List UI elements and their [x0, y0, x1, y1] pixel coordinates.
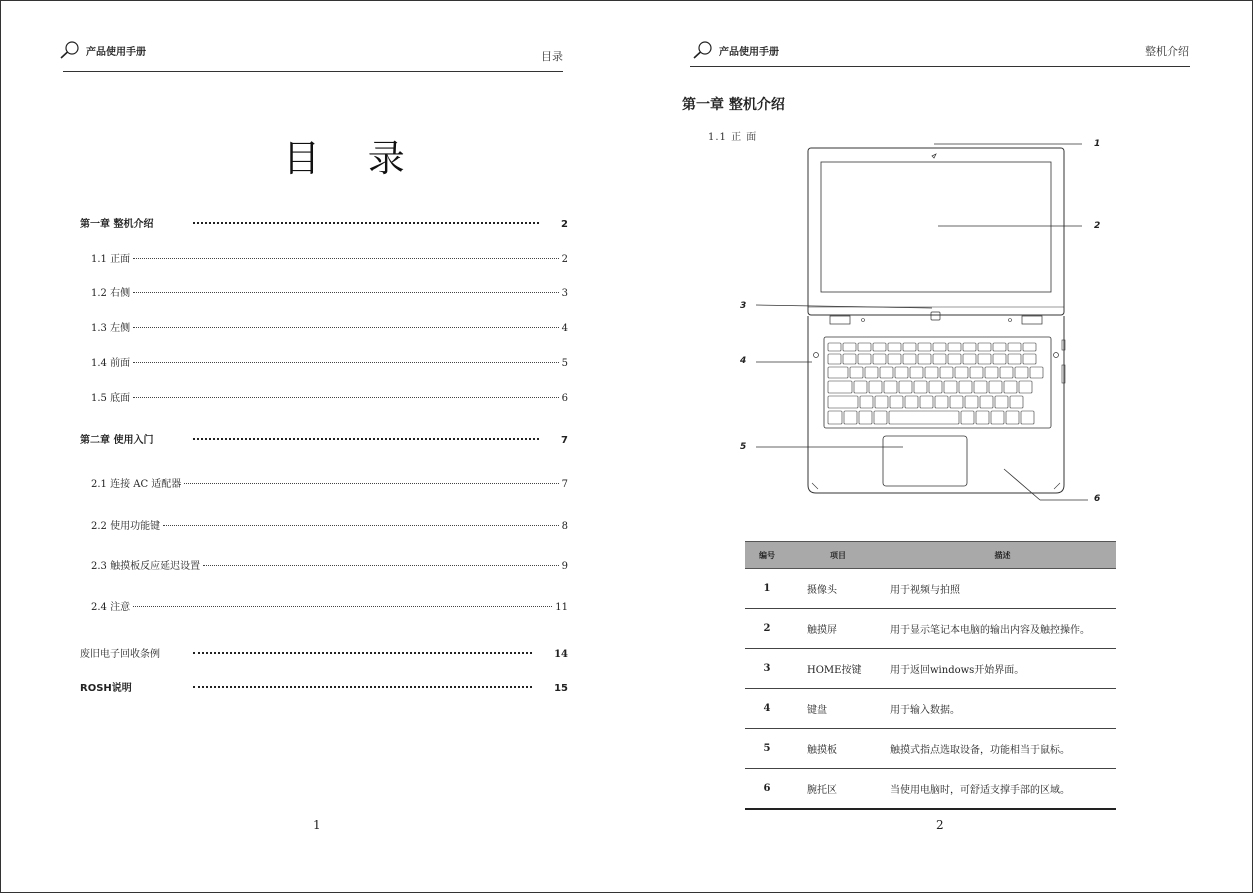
camera-icon	[932, 154, 936, 158]
keyboard-key	[963, 343, 976, 351]
keyboard-key	[978, 354, 991, 364]
toc-entry[interactable]	[91, 475, 568, 490]
header-title: 产品使用手册	[719, 46, 779, 58]
toc-leader-dots	[193, 652, 532, 654]
touchscreen-display	[821, 162, 1051, 292]
cell-description: 用于显示笔记本电脑的输出内容及触控操作。	[888, 609, 1116, 649]
magnifier-icon	[60, 41, 80, 59]
toc-entry[interactable]	[91, 598, 568, 613]
toc-entry-label: ROSH说明	[80, 683, 132, 694]
callout-6: 6	[1094, 494, 1101, 504]
keyboard-key	[929, 381, 942, 393]
toc-leader-dots	[184, 483, 558, 484]
toc-entry-page: 15	[554, 683, 568, 694]
keyboard-key	[1015, 367, 1028, 378]
keyboard-key	[1019, 381, 1032, 393]
toc-entry[interactable]	[91, 517, 568, 532]
cell-item: 摄像头	[789, 569, 888, 609]
keyboard-key	[860, 396, 873, 408]
cell-description: 用于返回windows开始界面。	[888, 649, 1116, 689]
cell-item: 触摸屏	[789, 609, 888, 649]
keyboard-key	[910, 367, 923, 378]
cell-item: 腕托区	[789, 769, 888, 810]
keyboard-key	[1004, 381, 1017, 393]
callout-1: 1	[1094, 139, 1101, 149]
keyboard-key	[914, 381, 927, 393]
cell-item: 键盘	[789, 689, 888, 729]
toc-leader-dots	[133, 397, 559, 398]
page-number: 1	[313, 818, 321, 832]
home-button-icon	[931, 312, 940, 320]
laptop-lid	[808, 148, 1064, 315]
callout-3: 3	[740, 301, 747, 311]
toc-entry-label: 2.1 连接 AC 适配器	[91, 479, 182, 490]
keyboard-key	[828, 396, 858, 408]
page-number: 2	[936, 818, 944, 832]
toc-entry-label: 第二章 使用入门	[80, 435, 154, 446]
keyboard-key	[948, 343, 961, 351]
cell-number: 3	[745, 649, 789, 689]
table-row	[745, 769, 1116, 810]
toc-leader-dots	[203, 565, 559, 566]
toc-leader-dots	[193, 686, 532, 688]
keyboard-key	[865, 367, 878, 378]
keyboard-key	[925, 367, 938, 378]
toc-entry-label: 1.3 左侧	[91, 323, 131, 334]
table-header-row	[745, 542, 1116, 569]
toc-entry-page: 7	[561, 435, 568, 446]
callout-2: 2	[1094, 221, 1101, 231]
table-row	[745, 729, 1116, 769]
laptop-base	[808, 316, 1064, 493]
keyboard-key	[935, 396, 948, 408]
toc-leader-dots	[163, 525, 559, 526]
keyboard-key	[950, 396, 963, 408]
keyboard-key	[843, 343, 856, 351]
header-title: 产品使用手册	[86, 46, 146, 58]
keyboard-key	[1008, 354, 1021, 364]
cell-number: 1	[745, 569, 789, 609]
cell-number: 5	[745, 729, 789, 769]
header-section-name: 整机介绍	[1145, 45, 1189, 58]
keyboard-key	[858, 343, 871, 351]
keyboard-key	[858, 354, 871, 364]
keyboard-key	[963, 354, 976, 364]
toc-entry-label: 废旧电子回收条例	[80, 649, 160, 660]
header-section-name: 目录	[541, 50, 563, 63]
keyboard-key	[888, 354, 901, 364]
cell-description: 用于视频与拍照	[888, 569, 1116, 609]
keyboard-key	[965, 396, 978, 408]
toc-leader-dots	[193, 438, 539, 440]
header-description: 描述	[888, 542, 1116, 569]
toc-entry-label: 1.2 右侧	[91, 288, 131, 299]
keyboard-key	[920, 396, 933, 408]
keyboard-key	[976, 411, 989, 424]
section-label: 1.1 正 面	[708, 132, 758, 143]
keyboard-key	[978, 343, 991, 351]
cell-number: 6	[745, 769, 789, 810]
keyboard-key	[944, 381, 957, 393]
toc-entry-page: 4	[561, 323, 568, 334]
toc-entry[interactable]	[91, 557, 568, 572]
table-row	[745, 649, 1116, 689]
keyboard-key	[991, 411, 1004, 424]
keyboard-key	[880, 367, 893, 378]
toc-entry-label: 第一章 整机介绍	[80, 219, 154, 230]
toc-entry[interactable]	[91, 389, 568, 404]
keyboard-key	[955, 367, 968, 378]
header-number: 编号	[745, 542, 789, 569]
toc-entry-page: 14	[554, 649, 568, 660]
toc-entry[interactable]	[91, 250, 568, 265]
toc-entry-page: 9	[561, 561, 568, 572]
chapter-title: 第一章 整机介绍	[682, 97, 785, 113]
keyboard-key	[890, 396, 903, 408]
toc-entry-label: 2.4 注意	[91, 602, 131, 613]
toc-entry-page: 11	[555, 602, 568, 613]
keyboard-key	[1000, 367, 1013, 378]
toc-entry-page: 2	[561, 219, 568, 230]
toc-entry-page: 6	[561, 393, 568, 404]
keyboard-key	[828, 411, 842, 424]
keyboard-key	[844, 411, 857, 424]
header-rule	[63, 71, 563, 72]
table-row	[745, 689, 1116, 729]
left-page	[0, 0, 626, 893]
keyboard-key	[1021, 411, 1034, 424]
toc-entry-label: 1.4 前面	[91, 358, 131, 369]
toc-entry[interactable]	[80, 645, 568, 660]
component-table	[745, 541, 1116, 810]
toc-leader-dots	[133, 258, 559, 259]
toc-leader-dots	[133, 606, 552, 607]
right-page	[626, 0, 1253, 893]
keyboard-key	[874, 411, 887, 424]
keyboard-key	[828, 354, 841, 364]
toc-entry-page: 5	[561, 358, 568, 369]
keyboard-key	[1006, 411, 1019, 424]
keyboard-key	[843, 354, 856, 364]
keyboard-key	[873, 354, 886, 364]
cell-description: 当使用电脑时，可舒适支撑手部的区域。	[888, 769, 1116, 810]
toc-entry[interactable]	[91, 354, 568, 369]
keyboard-key	[970, 367, 983, 378]
toc-leader-dots	[133, 362, 559, 363]
toc-entry-page: 3	[561, 288, 568, 299]
keyboard-key	[905, 396, 918, 408]
toc-entry-page: 8	[561, 521, 568, 532]
cell-number: 2	[745, 609, 789, 649]
keyboard-key	[895, 367, 908, 378]
toc-leader-dots	[133, 327, 559, 328]
table-row	[745, 569, 1116, 609]
laptop-illustration	[626, 0, 1253, 520]
keyboard-key	[1023, 354, 1036, 364]
toc-entry-label: 1.5 底面	[91, 393, 131, 404]
toc-entry[interactable]	[91, 284, 568, 299]
toc-entry-label: 2.2 使用功能键	[91, 521, 161, 532]
keyboard-key	[850, 367, 863, 378]
keyboard-key	[875, 396, 888, 408]
touchpad	[883, 436, 967, 486]
cell-description: 用于输入数据。	[888, 689, 1116, 729]
keyboard-key	[948, 354, 961, 364]
toc-entry-page: 2	[561, 254, 568, 265]
keyboard-key	[869, 381, 882, 393]
keyboard-key	[1010, 396, 1023, 408]
keyboard-key	[959, 381, 972, 393]
callout-4: 4	[740, 356, 747, 366]
header-logo	[60, 41, 146, 59]
toc-entry[interactable]	[80, 679, 568, 694]
toc-entry-page: 7	[561, 479, 568, 490]
keyboard-key	[995, 396, 1008, 408]
keyboard-key	[918, 354, 931, 364]
keyboard-key	[888, 343, 901, 351]
toc-entry[interactable]	[80, 431, 568, 446]
toc-entry-label: 2.3 触摸板反应延迟设置	[91, 561, 201, 572]
keyboard-key	[828, 381, 852, 393]
header-item: 项目	[789, 542, 888, 569]
keyboard-key	[993, 343, 1006, 351]
toc-leader-dots	[133, 292, 559, 293]
cell-item: 触摸板	[789, 729, 888, 769]
keyboard-key	[1023, 343, 1036, 351]
keyboard-key	[889, 411, 959, 424]
keyboard-key	[828, 343, 841, 351]
keyboard-key	[918, 343, 931, 351]
cell-number: 4	[745, 689, 789, 729]
toc-entry[interactable]	[80, 215, 568, 230]
keyboard-key	[933, 343, 946, 351]
keyboard-key	[993, 354, 1006, 364]
keyboard-key	[899, 381, 912, 393]
keyboard-key	[980, 396, 993, 408]
keyboard-key	[859, 411, 872, 424]
keyboard-key	[828, 367, 848, 378]
keyboard-key	[854, 381, 867, 393]
callout-5: 5	[740, 442, 747, 452]
toc-title: 目 录	[283, 137, 423, 180]
table-row	[745, 609, 1116, 649]
keyboard-key	[873, 343, 886, 351]
keyboard-key	[961, 411, 974, 424]
toc-leader-dots	[193, 222, 539, 224]
keyboard-key	[884, 381, 897, 393]
keyboard-key	[974, 381, 987, 393]
keyboard-key	[903, 343, 916, 351]
keyboard-key	[1008, 343, 1021, 351]
toc-entry[interactable]	[91, 319, 568, 334]
keyboard-key	[940, 367, 953, 378]
keyboard-key	[985, 367, 998, 378]
keyboard-key	[989, 381, 1002, 393]
keyboard-key	[1030, 367, 1043, 378]
cell-description: 触摸式指点选取设备，功能相当于鼠标。	[888, 729, 1116, 769]
keyboard-key	[903, 354, 916, 364]
keyboard-key	[933, 354, 946, 364]
toc-entry-label: 1.1 正面	[91, 254, 131, 265]
cell-item: HOME按键	[789, 649, 888, 689]
